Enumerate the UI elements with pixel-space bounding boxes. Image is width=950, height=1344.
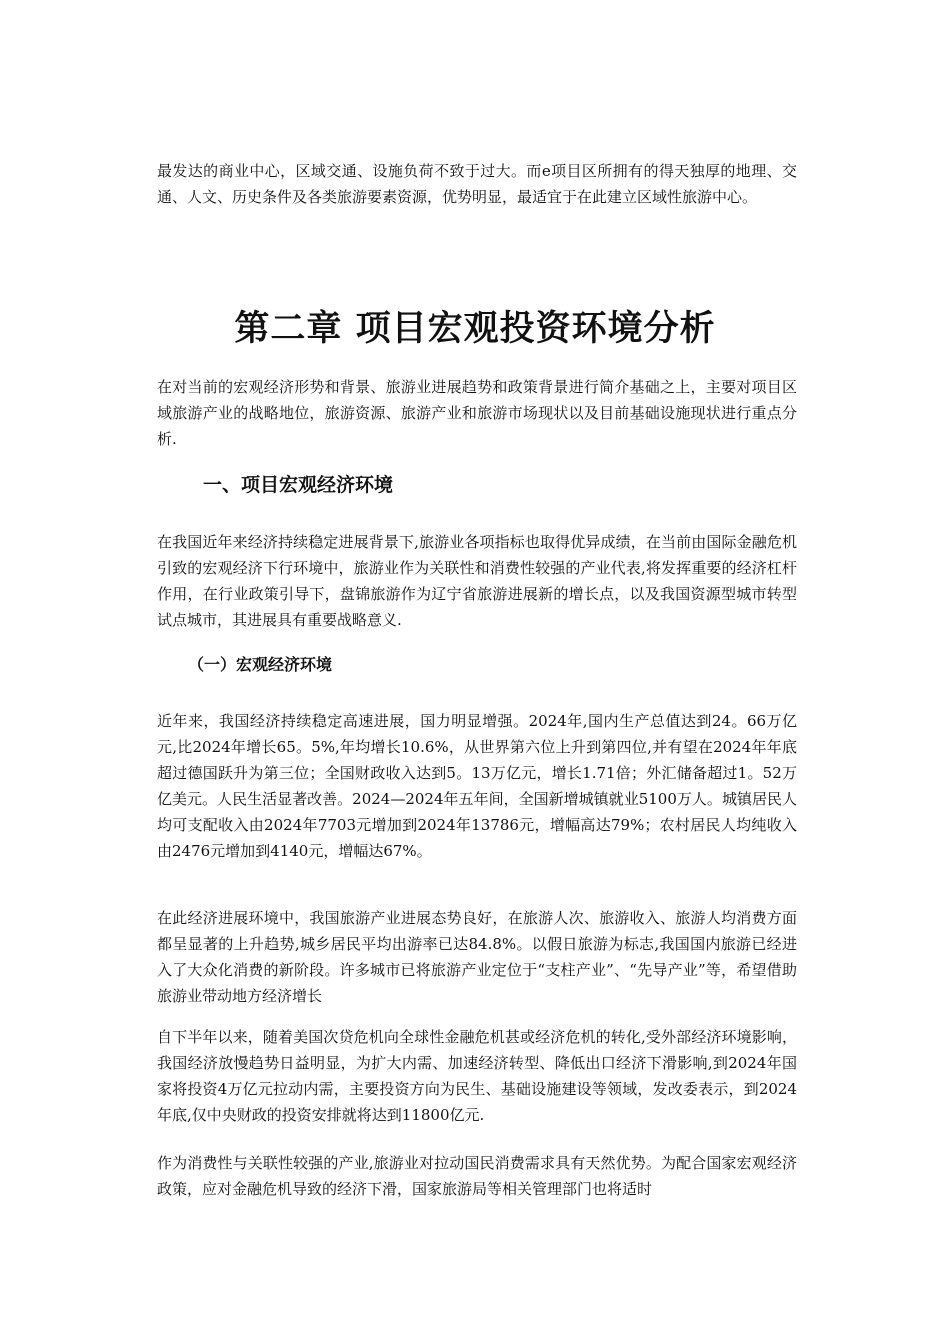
intro-paragraph: 最发达的商业中心，区域交通、设施负荷不致于过大。而e项目区所拥有的得天独厚的地理、交通、人文、历史条件及各类旅游要素资源，优势明显，最适宜于在此建立区域性旅游中心。 [157,162,797,206]
subsection-heading-macro-environment: （一）宏观经济环境 [188,655,333,674]
body-paragraph-financial-crisis: 自下半年以来，随着美国次贷危机向全球性金融危机甚或经济危机的转化,受外部经济环境影响，我国经济放慢趋势日益明显，为扩大内需、加速经济转型、降低出口经济下滑影响,到2024年国家将投资4万亿元拉动内需，主要投资方向为民生、基础设施建设等领域，发改委表示，到2024年底,仅中央财政的投资安排就将达到11800亿元. [157,1028,797,1124]
body-paragraph-tourism-trend: 在此经济进展环境中，我国旅游产业进展态势良好，在旅游人次、旅游收入、旅游人均消费方面都呈显著的上升趋势,城乡居民平均出游率已达84.8%。以假日旅游为标志,我国国内旅游已经进入了大众化消费的新阶段。许多城市已将旅游产业定位于“支柱产业”、“先导产业”等，希望借助旅游业带动地方经济增长 [157,909,797,1005]
section-heading-macro-economy: 一、项目宏观经济环境 [203,474,394,496]
chapter-title: 第二章 项目宏观投资环境分析 [234,309,716,349]
body-paragraph-economy-stats: 近年来，我国经济持续稳定高速进展，国力明显增强。2024年,国内生产总值达到24。66万亿元,比2024年增长65。5%,年均增长10.6%，从世界第六位上升到第四位,并有望在2024年年底超过德国跃升为第三位；全国财政收入达到5。13万亿元，增长1.71倍；外汇储备超过1。52万亿美元。人民生活显著改善。2024—2024年五年间，全国新增城镇就业5100万人。城镇居民人均可支配收入由2024年7703元增加到2024年13786元，增幅高达79%；农村居民人均纯收入由2476元增加到4140元，增幅达67%。 [157,712,797,860]
body-paragraph-consumption: 作为消费性与关联性较强的产业,旅游业对拉动国民消费需求具有天然优势。为配合国家宏观经济政策，应对金融危机导致的经济下滑，国家旅游局等相关管理部门也将适时 [157,1154,797,1198]
section-paragraph: 在我国近年来经济持续稳定进展背景下,旅游业各项指标也取得优异成绩，在当前由国际金融危机引致的宏观经济下行环境中，旅游业作为关联性和消费性较强的产业代表,将发挥重要的经济杠杆作用，在行业政策引导下，盘锦旅游作为辽宁省旅游进展新的增长点，以及我国资源型城市转型试点城市，其进展具有重要战略意义. [157,533,797,629]
chapter-intro-paragraph: 在对当前的宏观经济形势和背景、旅游业进展趋势和政策背景进行简介基础之上，主要对项目区域旅游产业的战略地位，旅游资源、旅游产业和旅游市场现状以及目前基础设施现状进行重点分析. [157,378,797,448]
